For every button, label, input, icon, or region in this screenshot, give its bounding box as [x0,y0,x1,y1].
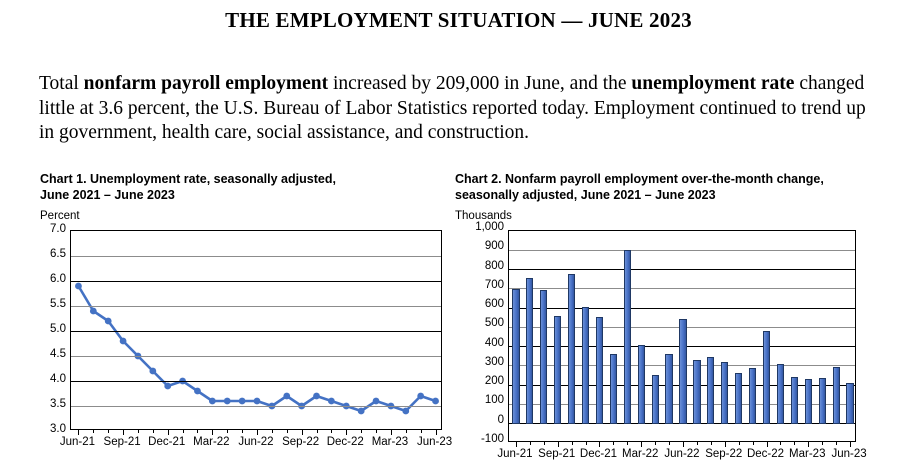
chart-2-bar [721,362,728,424]
chart-1-x-tick [346,429,347,435]
chart-1-x-tick [93,429,94,433]
chart-2-x-tick [572,441,573,445]
chart-1-data-point [402,408,409,415]
chart-1-x-tick [302,429,303,435]
chart-2-bar [805,379,812,423]
chart-2-gridline [509,288,855,289]
chart-1-x-tick [108,429,109,433]
chart-1-gridline [71,256,441,257]
chart-2-x-tick [627,441,628,445]
chart-1-y-tick-label: 3.0 [50,423,66,435]
chart-1-x-tick-label: Sep-21 [103,436,141,448]
chart-1-x-tick-label: Jun-22 [238,436,274,448]
chart-2-bar [610,354,617,423]
chart-1-x-tick [138,429,139,433]
chart-2-x-tick-label: Mar-23 [789,448,826,460]
chart-1-data-point [90,308,97,315]
chart-1-data-point [149,368,156,375]
chart-2-plot-area [508,230,856,442]
chart-2-x-tick [516,441,517,447]
chart-2-x-tick [530,441,531,445]
chart-2-bar [568,274,575,423]
chart-1-x-tick [212,429,213,435]
chart-1-x-tick [183,429,184,433]
chart-2-plot-wrapper [455,221,887,464]
chart-1-data-point [358,408,365,415]
chart-1-x-tick-label: Sep-22 [282,436,320,448]
chart-1-y-tick-label: 5.5 [50,298,66,310]
chart-1-x-tick-label: Jun-23 [416,436,453,448]
chart-1-data-point [417,393,424,400]
chart-1-x-tick [153,429,154,433]
chart-1-x-tick [317,429,318,433]
chart-2-x-tick [725,441,726,447]
chart-2-gridline [509,250,855,251]
chart-1-x-tick [331,429,332,433]
chart-1-x-axis [59,436,453,452]
chart-1-data-point [254,398,261,405]
lead-paragraph [39,72,884,146]
chart-1-x-tick [242,429,243,433]
chart-2-y-tick-label: 600 [484,298,504,311]
chart-2-y-tick-label: 200 [484,375,504,388]
chart-2-x-tick [767,441,768,447]
chart-1-data-point [432,398,439,405]
chart-2-bar [512,289,519,424]
chart-2-bar [749,368,756,424]
chart-2-bar [707,357,714,423]
chart-2-bar [819,378,826,423]
chart-2-bar [596,317,603,424]
chart-1-data-point [120,338,127,345]
chart-1-title-line-2: June 2021 – June 2023 [40,187,175,202]
chart-1-data-point [164,383,171,390]
chart-1-x-tick-label: Jun-21 [59,436,96,448]
chart-1-y-tick-label: 7.0 [50,223,66,235]
chart-2-x-tick-label: Sep-22 [705,448,743,460]
chart-2-x-tick [753,441,754,445]
chart-1-y-tick-label: 3.5 [50,398,66,410]
chart-2-x-tick-label: Sep-21 [538,448,576,460]
chart-1-gridline [71,381,441,382]
chart-1-data-point [75,283,82,290]
chart-1-gridline [71,281,441,282]
chart-1-x-tick [168,429,169,435]
chart-2-x-tick [586,441,587,445]
paragraph-bold-unemployment: unemployment rate [631,73,795,94]
chart-1-x-tick [257,429,258,435]
chart-2-x-tick-label: Mar-22 [622,448,659,460]
chart-2-y-tick-label: 100 [484,394,504,407]
chart-1-title-line-1: Chart 1. Unemployment rate, seasonally adjusted, [40,172,336,186]
chart-2-y-tick-label: 500 [484,317,504,330]
chart-1-data-point [105,318,112,325]
chart-2-x-tick [599,441,600,447]
chart-2-bar [540,290,547,424]
chart-2-gridline [509,269,855,270]
chart-1-y-axis-unit: Percent [40,210,80,222]
chart-2-x-tick [544,441,545,445]
chart-2-bar [791,377,798,424]
chart-2-y-axis-unit: Thousands [455,210,512,222]
chart-1-x-tick [197,429,198,433]
chart-2-title-line-1: Chart 2. Nonfarm payroll employment over-the-month change, [455,172,824,186]
chart-1-y-tick-label: 4.5 [50,348,66,360]
chart-1-y-tick-label: 6.5 [50,248,66,260]
chart-1-y-tick-label: 4.0 [50,373,66,385]
chart-2-bar [652,375,659,424]
chart-2-x-tick [780,441,781,445]
chart-1-plot-area [70,230,442,430]
chart-2-x-tick [683,441,684,447]
chart-1-data-point [328,398,335,405]
chart-2-x-tick [558,441,559,447]
chart-1-gridline [71,406,441,407]
chart-1-x-tick [272,429,273,433]
chart-2-bar [735,373,742,424]
chart-1-x-tick-label: Mar-23 [371,436,409,448]
chart-2-title-line-2: seasonally adjusted, June 2021 – June 2023 [455,187,716,202]
chart-2-bar [777,364,784,424]
chart-1 [40,172,453,464]
chart-1-title [40,172,450,203]
chart-2-x-tick-label: Dec-21 [579,448,618,460]
chart-1-x-tick [78,429,79,435]
chart-2-x-axis [497,448,867,464]
chart-2-y-tick-label: 300 [484,355,504,368]
chart-2-x-tick [794,441,795,445]
chart-2-bar [624,250,631,423]
chart-2-bar [763,331,770,424]
chart-2-y-tick-label: 800 [484,259,504,272]
chart-1-y-tick-label: 6.0 [50,273,66,285]
chart-1-gridline [71,331,441,332]
chart-2-gridline [509,308,855,309]
chart-2-bar [846,383,853,423]
chart-2-y-tick-label: 400 [484,336,504,349]
chart-1-data-point [283,393,290,400]
chart-2-x-tick [669,441,670,445]
paragraph-text-3: changed little at 3.6 percent, the U.S. Bureau of Labor Statistics reported today. Employment continued to trend up in government, health care, social assistance, and construction. [39,73,866,143]
chart-2-x-tick-label: Jun-22 [664,448,700,460]
chart-2-y-tick-label: 0 [497,413,504,426]
chart-2-title [455,172,887,203]
chart-1-gridline [71,306,441,307]
chart-2-x-tick [822,441,823,445]
chart-2-x-tick [655,441,656,445]
chart-2-bar [554,316,561,424]
chart-2-x-tick [850,441,851,447]
paragraph-text-1: Total [39,73,84,94]
chart-2-bar [833,367,840,424]
chart-1-gridline [71,356,441,357]
chart-1-data-point [239,398,246,405]
chart-1-x-tick-label: Dec-21 [148,436,186,448]
chart-2-y-tick-label: 700 [484,278,504,291]
chart-2-x-tick [697,441,698,445]
paragraph-text-2: increased by 209,000 in June, and the [328,73,632,94]
chart-1-plot-wrapper [40,223,453,464]
chart-2-bar [526,278,533,424]
chart-2-bar [638,345,645,424]
chart-1-x-tick [406,429,407,433]
paragraph-bold-nonfarm: nonfarm payroll employment [83,73,329,94]
chart-2-x-tick [739,441,740,445]
chart-2-x-tick-label: Jun-23 [831,448,867,460]
chart-2-x-tick [641,441,642,447]
chart-2-x-tick [808,441,809,447]
chart-2-x-tick-label: Jun-21 [497,448,533,460]
chart-1-data-point [224,398,231,405]
chart-1-x-tick [287,429,288,433]
chart-1-x-tick [421,429,422,433]
chart-1-x-tick [391,429,392,435]
chart-2-y-tick-label: 900 [484,240,504,253]
chart-2 [455,172,887,464]
chart-2-x-tick [613,441,614,445]
chart-1-data-point [313,393,320,400]
chart-1-x-tick [123,429,124,435]
chart-1-x-tick-label: Dec-22 [326,436,364,448]
page-title: THE EMPLOYMENT SITUATION — JUNE 2023 [225,8,692,32]
chart-2-x-tick [711,441,712,445]
chart-1-data-point [373,398,380,405]
chart-1-data-point [194,388,201,395]
chart-1-x-tick [227,429,228,433]
chart-1-x-tick [376,429,377,433]
chart-2-bar [679,319,686,424]
chart-2-bar [665,354,672,423]
chart-2-bar [693,360,700,424]
chart-1-x-tick [436,429,437,435]
chart-2-y-tick-label: -100 [480,433,504,445]
chart-1-y-tick-label: 5.0 [50,323,66,335]
chart-1-x-tick [361,429,362,433]
chart-2-x-tick [836,441,837,445]
chart-1-data-point [209,398,216,405]
chart-2-y-tick-label: 1,000 [475,221,504,233]
chart-2-x-tick-label: Dec-22 [746,448,785,460]
chart-2-bar [582,307,589,424]
chart-1-x-tick-label: Mar-22 [193,436,230,448]
